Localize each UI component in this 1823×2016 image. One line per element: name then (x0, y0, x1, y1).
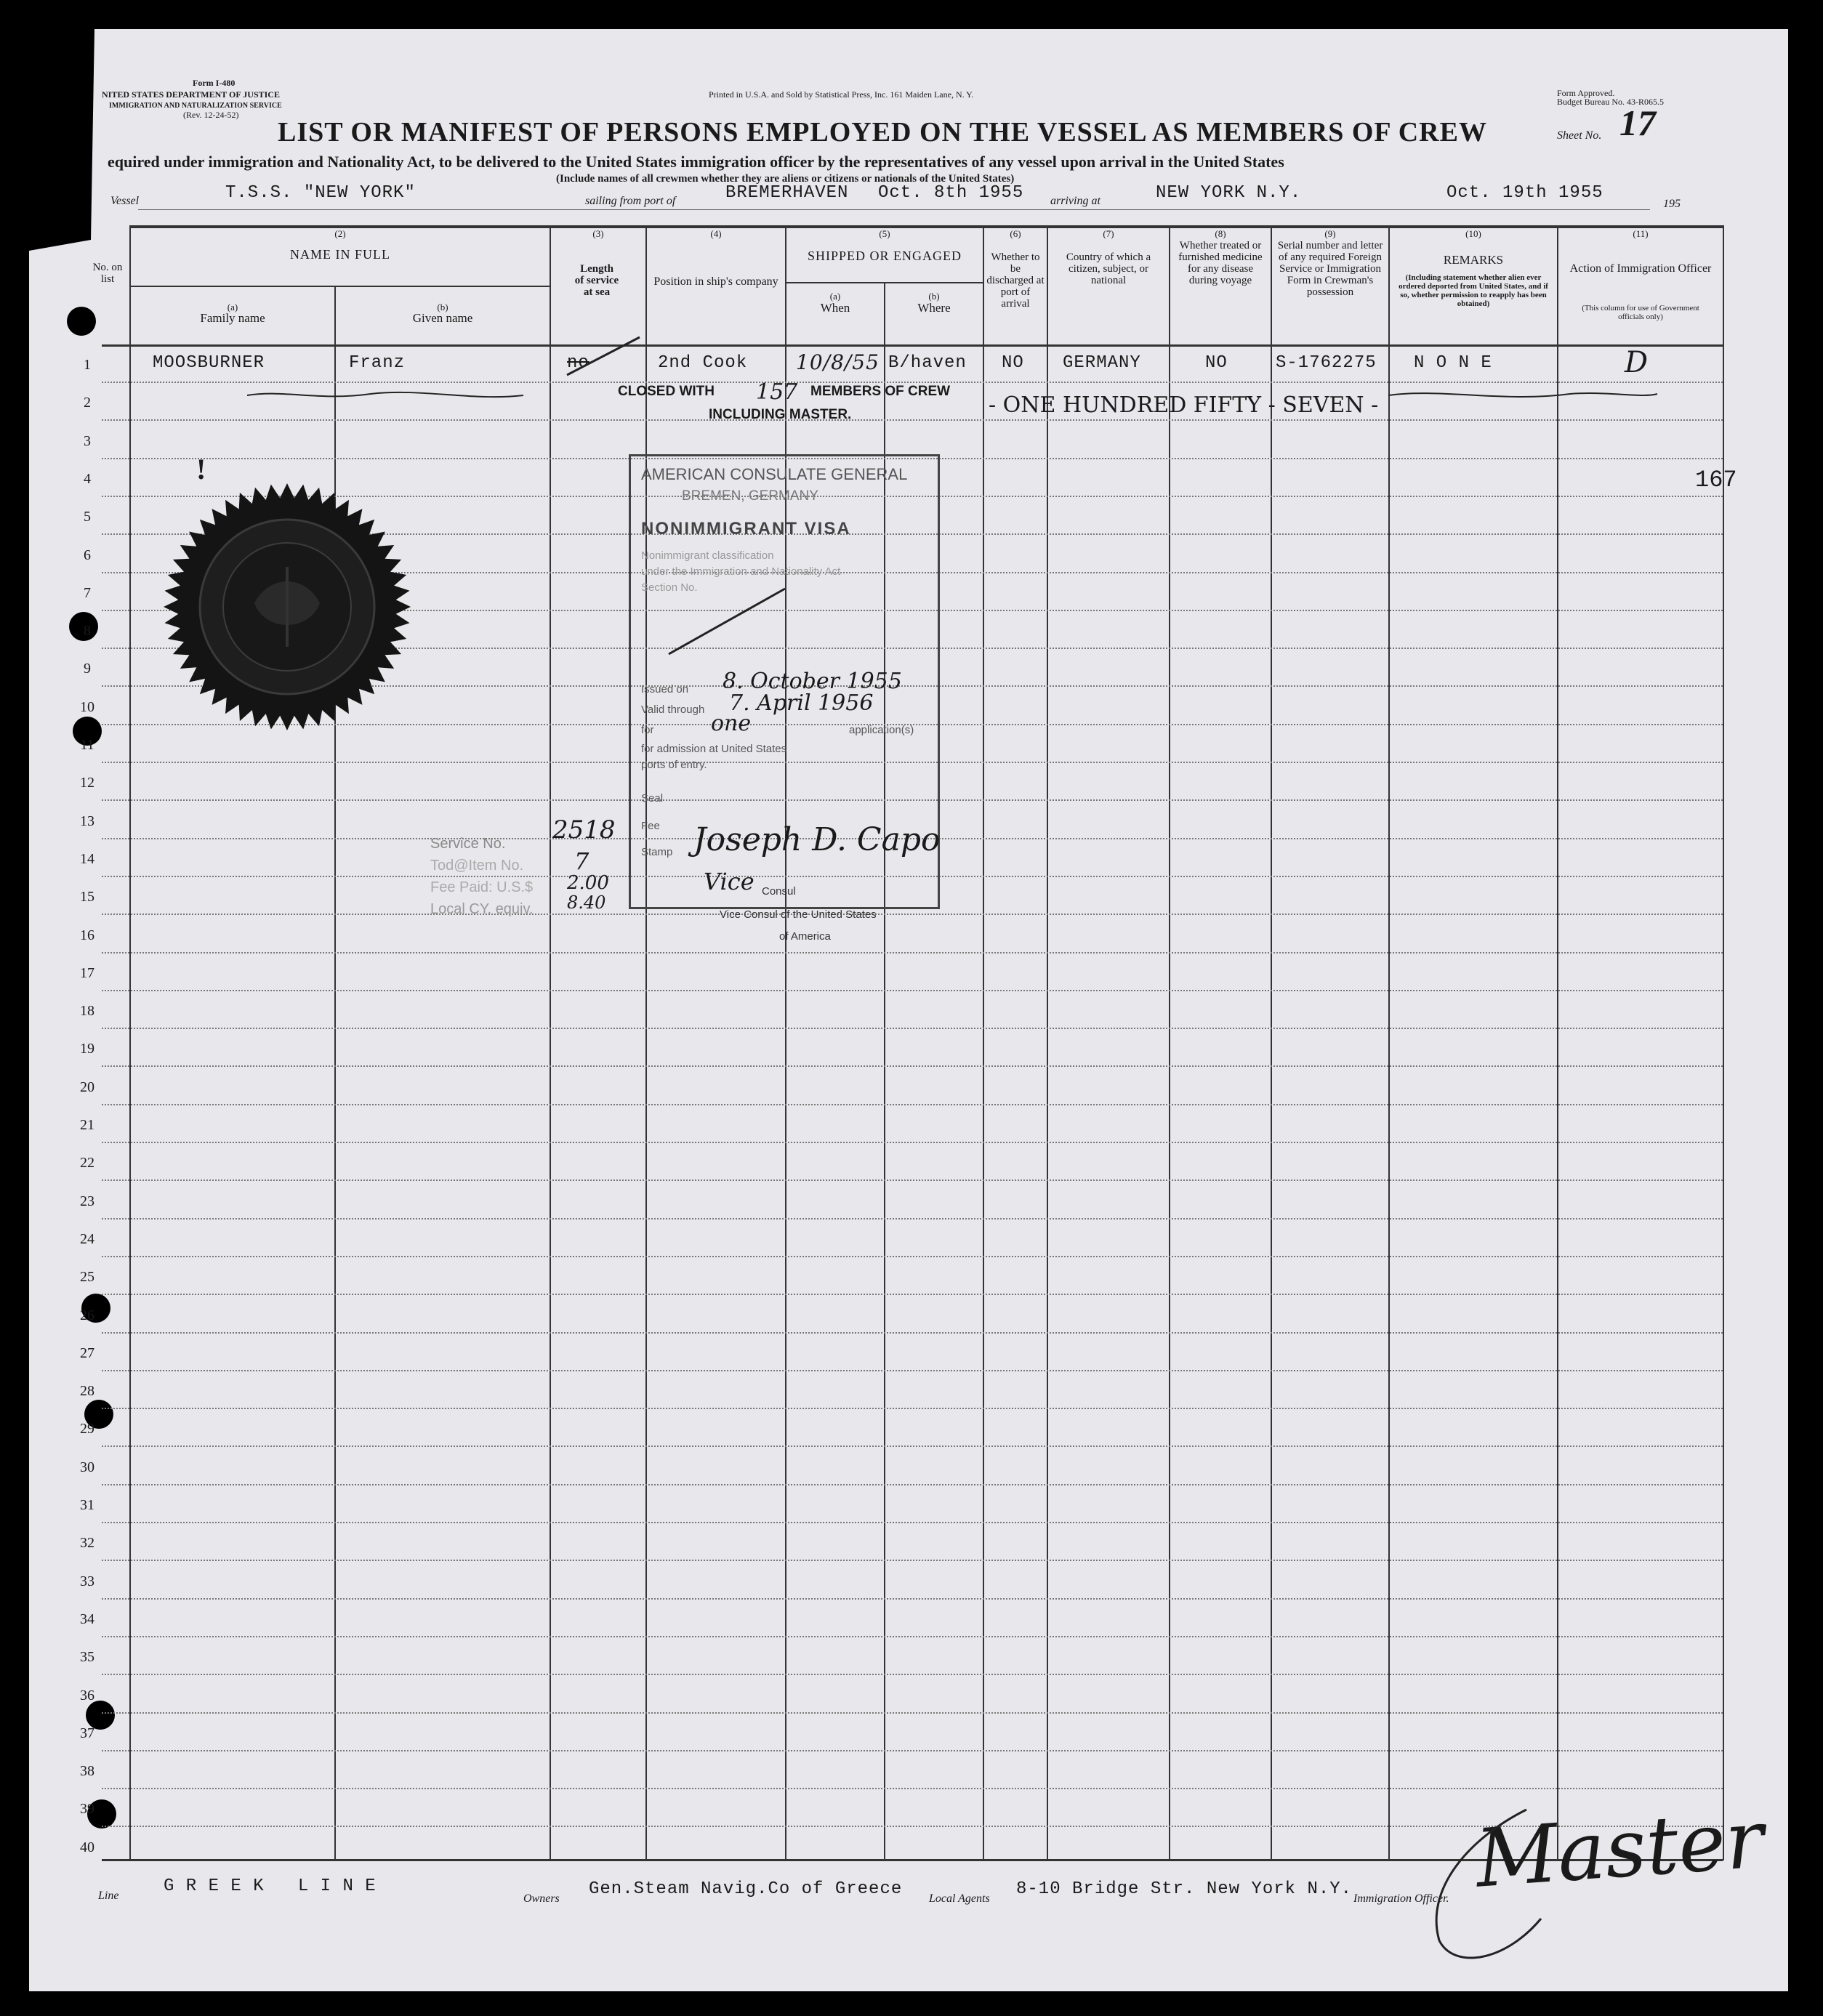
col-family-name-header: Family name (200, 311, 265, 325)
stamp-under-line-1: Vice Consul of the United States (720, 908, 877, 921)
col-6-number: (6) (1010, 228, 1021, 239)
row1-discharged: NO (1002, 353, 1024, 373)
service-number-value: 2518 (552, 815, 616, 844)
stamp-valid-label: Valid through (641, 703, 705, 716)
master-signature-flourish (1396, 1795, 1614, 1984)
col-divider (1169, 225, 1170, 1860)
row-number: 35 (80, 1649, 94, 1666)
col-no-header: No. on list (92, 262, 123, 285)
row-number: 11 (80, 737, 94, 753)
row-number: 15 (80, 889, 94, 906)
row-number: 4 (84, 470, 91, 487)
row-rule (102, 1065, 1723, 1067)
stamp-act: under the Immigration and Nationality Act (641, 565, 841, 578)
row1-remarks: N O N E (1414, 353, 1492, 373)
stamp-city: BREMEN, GERMANY (682, 488, 818, 504)
service-label: Service No. (430, 836, 506, 852)
row-number: 40 (80, 1839, 94, 1855)
row-rule (102, 1636, 1723, 1637)
col-2b-number: (b) (437, 302, 448, 313)
row-rule (102, 1788, 1723, 1789)
closing-line-a: CLOSED WITH (618, 384, 715, 399)
row-number: 31 (80, 1497, 94, 1513)
row-number: 14 (80, 850, 94, 867)
row-number: 39 (80, 1801, 94, 1818)
embossed-seal-icon (160, 480, 414, 734)
closing-count: 157 (756, 379, 798, 405)
row-number: 5 (84, 509, 91, 525)
row-number: 37 (80, 1725, 94, 1741)
row-rule (102, 990, 1723, 991)
side-number: 167 (1695, 467, 1737, 493)
col-divider (1271, 225, 1272, 1860)
stamp-for-value: one (711, 711, 752, 736)
closing-squiggles (240, 385, 1665, 414)
stamp-consul-label: Consul (762, 885, 796, 898)
stamp-pen-strokes (654, 581, 814, 669)
arrival-port: NEW YORK N.Y. (1156, 183, 1302, 203)
col-medicine-header: Whether treated or furnished medicine for any disease during voyage (1178, 240, 1263, 286)
stamp-consulate: AMERICAN CONSULATE GENERAL (641, 465, 908, 483)
col-shipped-header: SHIPPED OR ENGAGED (807, 249, 962, 263)
closing-handwritten: - ONE HUNDRED FIFTY - SEVEN - (989, 392, 1379, 418)
sheet-label: Sheet No. (1557, 129, 1602, 142)
row1-strike-mark (552, 331, 647, 382)
row-number: 8 (84, 623, 91, 640)
row-rule (102, 1142, 1723, 1143)
sailing-date: Oct. 8th 1955 (878, 183, 1024, 203)
page-subnote: (Include names of all crewmen whether they are aliens or citizens or nationals of the United States) (556, 173, 1015, 185)
row-number: 9 (84, 661, 91, 677)
visa-stamp (629, 454, 940, 909)
row-rule (102, 952, 1723, 953)
row-rule (102, 1598, 1723, 1600)
row1-given-name: Franz (349, 353, 406, 373)
form-approved: Form Approved. (1557, 88, 1615, 98)
sailing-port: BREMERHAVEN (725, 183, 849, 203)
row-rule (102, 1332, 1723, 1334)
row-number: 32 (80, 1535, 94, 1552)
row-number: 28 (80, 1383, 94, 1400)
col-remarks-note: (Including statement whether alien ever ordered deported from United States, and if so, whether permission to reapply has been obtained) (1399, 273, 1548, 308)
name-subheader-line (129, 286, 550, 287)
stamp-admission-label: for admission at United States (641, 743, 787, 755)
col-name-header: NAME IN FULL (290, 247, 390, 262)
service-name: IMMIGRATION AND NATURALIZATION SERVICE (109, 102, 282, 110)
row1-service-length: no (567, 353, 589, 373)
row-number: 38 (80, 1763, 94, 1780)
voyage-underline (138, 209, 1650, 210)
row-rule (102, 1408, 1723, 1409)
row-rule (102, 1104, 1723, 1105)
row1-position: 2nd Cook (658, 353, 748, 373)
local-equiv-value: 8.40 (567, 892, 606, 913)
row-number: 34 (80, 1610, 94, 1627)
row-number: 2 (84, 395, 91, 411)
stamp-under-line-2: of America (779, 930, 831, 943)
col-5-number: (5) (879, 228, 890, 239)
row-rule (102, 1028, 1723, 1029)
col-serial-header: Serial number and letter of any required Foreign Service or Immigration Form in Crewman's possession (1277, 240, 1383, 298)
arriving-label: arriving at (1050, 195, 1100, 207)
col-discharged-header: Whether to be discharged at port of arrival (986, 251, 1045, 310)
row-rule (102, 1712, 1723, 1714)
col-where-header: Where (917, 301, 951, 315)
col-4-number: (4) (710, 228, 722, 239)
row-number: 12 (80, 775, 94, 791)
row1-serial: S-1762275 (1276, 353, 1377, 373)
row-number: 36 (80, 1687, 94, 1703)
sailing-label: sailing from port of (585, 195, 676, 207)
row-number: 24 (80, 1230, 94, 1247)
row-number: 13 (80, 813, 94, 829)
row1-family-name: MOOSBURNER (153, 353, 265, 373)
col-divider (129, 225, 131, 1860)
col-divider (1388, 225, 1390, 1860)
stamp-visa-type: NONIMMIGRANT VISA (641, 519, 851, 539)
col-2a-number: (a) (227, 302, 238, 313)
stamp-vice: Vice (704, 868, 754, 895)
col-3-number: (3) (592, 228, 604, 239)
col-7-number: (7) (1103, 228, 1114, 239)
closing-line-2: INCLUDING MASTER. (709, 407, 852, 422)
item-number-value: 7 (574, 847, 589, 875)
stamp-fee-label: Fee (641, 820, 660, 832)
row-number: 25 (80, 1269, 94, 1286)
row-number: 17 (80, 964, 94, 981)
table-header-divider (102, 344, 1723, 347)
row-number: 33 (80, 1573, 94, 1589)
col-service-length-header: Length of service at sea (574, 263, 619, 298)
page-title: LIST OR MANIFEST OF PERSONS EMPLOYED ON THE VESSEL AS MEMBERS OF CREW (278, 117, 1487, 148)
row-rule (102, 1294, 1723, 1295)
row-rule (102, 1180, 1723, 1181)
row-number: 18 (80, 1003, 94, 1020)
col-5b-number: (b) (928, 291, 940, 302)
fee-paid-value: 2.00 (567, 872, 609, 894)
vessel-label: Vessel (110, 195, 140, 207)
col-divider (550, 225, 551, 1860)
vessel-name: T.S.S. "NEW YORK" (225, 183, 416, 203)
row1-when: 10/8/55 (796, 350, 880, 374)
row1-medicine: NO (1205, 353, 1228, 373)
col-10-number: (10) (1465, 228, 1481, 239)
stamp-classification: Nonimmigrant classification (641, 549, 774, 562)
line-value: G R E E K L I N E (164, 1876, 377, 1896)
col-action-note: (This column for use of Government officials only) (1582, 304, 1699, 321)
stamp-section: Section No. (641, 581, 698, 594)
page-subtitle: equired under immigration and Nationality Act, to be delivered to the United States immigration officer by the representatives of any vessel upon arrival in the United States (108, 153, 1284, 171)
row-number: 21 (80, 1117, 94, 1133)
stamp-stamp-label: Stamp (641, 846, 673, 858)
form-revision: (Rev. 12-24-52) (183, 110, 239, 120)
form-number: Form I-480 (193, 78, 236, 88)
col-divider (1557, 225, 1558, 1860)
closing-line-b: MEMBERS OF CREW (810, 384, 951, 399)
stamp-for-label: for (641, 724, 654, 736)
owners-label: Owners (523, 1892, 560, 1905)
item-label: Tod@Item No. (430, 858, 524, 874)
sheet-number: 17 (1619, 102, 1656, 143)
col-divider (1047, 225, 1048, 1860)
stamp-ports-label: ports of entry. (641, 759, 707, 771)
row-rule (102, 1370, 1723, 1371)
stamp-valid-value: 7. April 1956 (729, 690, 874, 716)
officer-label: Immigration Officer. (1353, 1892, 1449, 1905)
row-number: 23 (80, 1193, 94, 1209)
row-number: 7 (84, 584, 91, 601)
row1-action: D (1625, 346, 1649, 379)
budget-bureau: Budget Bureau No. 43-R065.5 (1557, 97, 1664, 107)
fee-paid-label: Fee Paid: U.S.$ (430, 879, 534, 895)
col-position-header: Position in ship's company (653, 275, 778, 288)
row-rule (102, 1256, 1723, 1257)
row-rule (102, 1750, 1723, 1751)
row-number: 19 (80, 1041, 94, 1057)
row-rule (102, 914, 1723, 915)
stamp-applications-label: application(s) (849, 724, 914, 736)
owners-value: Gen.Steam Navig.Co of Greece (589, 1879, 903, 1899)
col-divider (983, 225, 984, 1860)
arrival-date: Oct. 19th 1955 (1446, 183, 1603, 203)
col-5a-number: (a) (829, 291, 841, 302)
col-11-number: (11) (1633, 228, 1649, 239)
binder-hole (67, 307, 96, 336)
agents-value: 8-10 Bridge Str. New York N.Y. (1016, 1879, 1353, 1899)
row-rule (102, 419, 1723, 421)
col-when-header: When (820, 301, 850, 315)
row-number: 30 (80, 1459, 94, 1475)
col-9-number: (9) (1324, 228, 1336, 239)
col-remarks-header: REMARKS (1443, 253, 1504, 267)
row-number: 27 (80, 1344, 94, 1361)
ink-mark: ! (196, 453, 206, 485)
row-number: 29 (80, 1421, 94, 1438)
row-rule (102, 1674, 1723, 1675)
master-signature: Master (1473, 1792, 1767, 1906)
line-label: Line (98, 1890, 119, 1902)
row-number: 10 (80, 698, 94, 715)
row-number: 20 (80, 1078, 94, 1095)
col-2-number: (2) (334, 228, 346, 239)
stamp-seal-label: Seal (641, 792, 664, 805)
row-number: 16 (80, 927, 94, 943)
stamp-issued-label: Issued on (641, 683, 689, 695)
department-name: NITED STATES DEPARTMENT OF JUSTICE (102, 89, 280, 100)
agents-label: Local Agents (929, 1892, 990, 1905)
row-rule (102, 1446, 1723, 1447)
row-number: 3 (84, 432, 91, 449)
row-number: 22 (80, 1155, 94, 1172)
row-rule (102, 1560, 1723, 1561)
col-action-header: Action of Immigration Officer (1569, 262, 1712, 275)
row-number: 6 (84, 547, 91, 563)
row-rule (102, 382, 1723, 383)
row1-country: GERMANY (1063, 353, 1141, 373)
local-equiv-label: Local CY. equiv. (430, 901, 534, 917)
row-rule (102, 1484, 1723, 1485)
row-number: 1 (84, 357, 91, 373)
col-given-name-header: Given name (412, 311, 473, 325)
row-number: 26 (80, 1307, 94, 1323)
year-suffix: 195 (1663, 198, 1681, 210)
printer-note: Printed in U.S.A. and Sold by Statistical Press, Inc. 161 Maiden Lane, N. Y. (709, 89, 974, 100)
row-rule (102, 1522, 1723, 1523)
col-8-number: (8) (1215, 228, 1226, 239)
stamp-issued-value: 8. October 1955 (723, 669, 902, 694)
col-country-header: Country of which a citizen, subject, or national (1066, 251, 1151, 286)
stamp-signature: Joseph D. Capo (693, 821, 941, 858)
row-rule (102, 1218, 1723, 1219)
row1-where: B/haven (888, 353, 967, 373)
